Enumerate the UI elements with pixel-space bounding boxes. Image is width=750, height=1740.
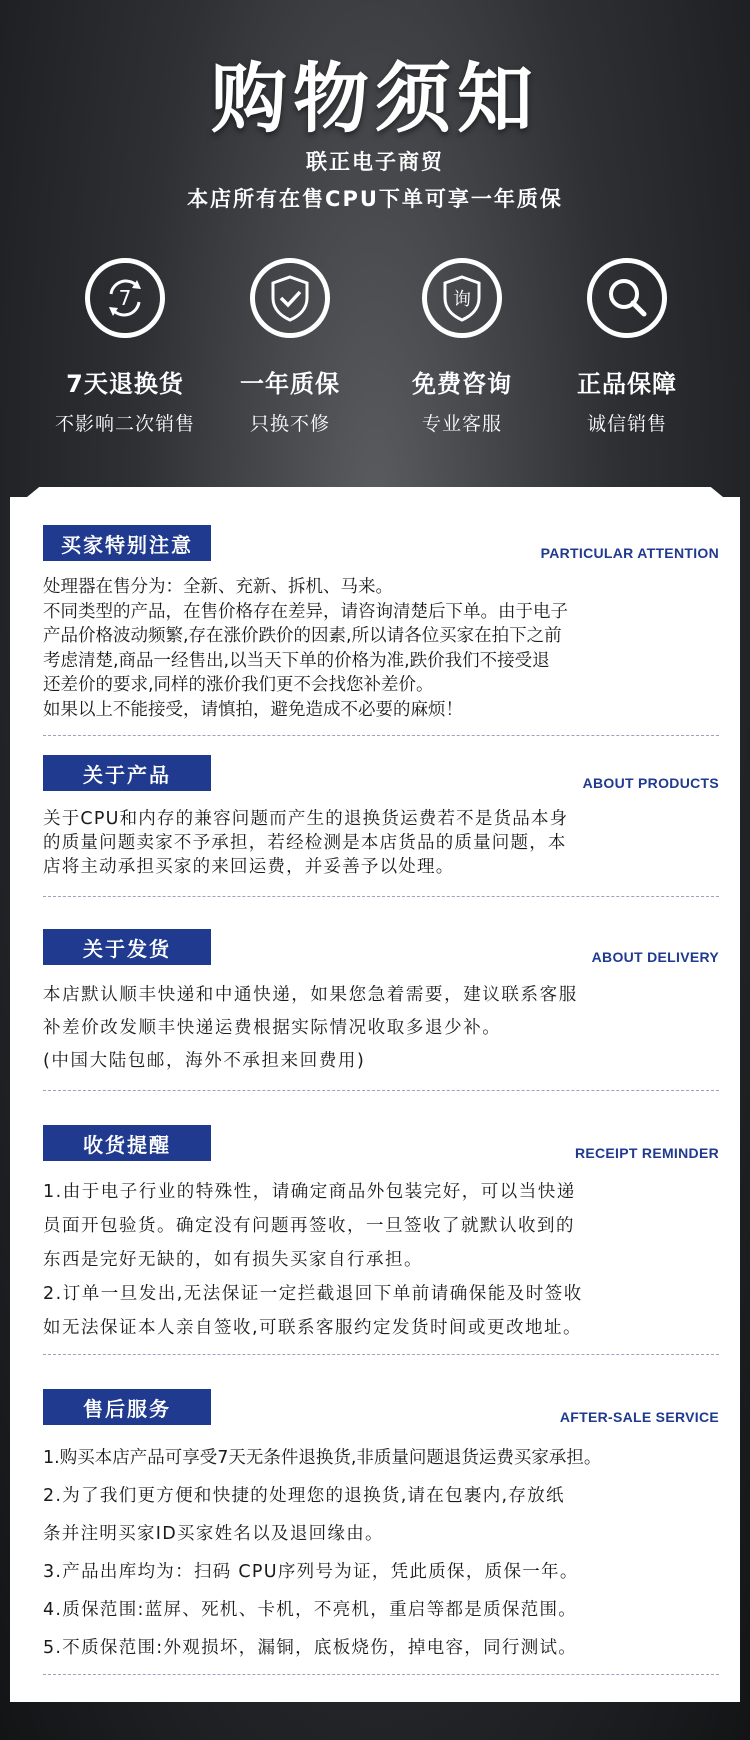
text-line: 3.产品出库均为：扫码 CPU序列号为证，凭此质保，质保一年。 — [43, 1562, 579, 1582]
text-line: 还差价的要求,同样的涨价我们更不会找您补差价。 — [43, 675, 434, 695]
feature-genuine — [542, 258, 712, 436]
seven-day-return-icon — [85, 258, 165, 338]
section-english-title: ABOUT PRODUCTS — [582, 775, 719, 791]
hero-banner — [0, 0, 750, 490]
text-line: 本店默认顺丰快递和中通快递，如果您急着需要，建议联系客服 — [43, 985, 578, 1005]
warranty-slogan: 本店所有在售CPU下单可享一年质保 — [187, 187, 563, 211]
text-line: 员面开包验货。确定没有问题再签收，一旦签收了就默认收到的 — [43, 1216, 575, 1236]
feature-return — [40, 258, 210, 436]
svg-text:7: 7 — [118, 286, 132, 310]
section-english-title: ABOUT DELIVERY — [591, 949, 719, 965]
svg-text:询: 询 — [453, 289, 471, 310]
section-receipt-reminder — [43, 1125, 719, 1365]
text-line: 1.由于电子行业的特殊性，请确定商品外包装完好，可以当快递 — [43, 1182, 576, 1202]
text-line: 条并注明买家ID买家姓名以及退回缘由。 — [43, 1524, 384, 1544]
feature-title: 7天退换货 — [66, 370, 184, 398]
text-line: 东西是完好无缺的，如有损失买家自行承担。 — [43, 1250, 423, 1270]
feature-desc: 诚信销售 — [586, 413, 667, 435]
divider — [43, 735, 719, 736]
text-line: 如无法保证本人亲自签收,可联系客服约定发货时间或更改地址。 — [43, 1318, 583, 1338]
page-title: 购物须知 — [211, 54, 539, 143]
text-line: (中国大陆包邮，海外不承担来回费用) — [43, 1051, 366, 1071]
search-icon — [587, 258, 667, 338]
text-line: 2.为了我们更方便和快捷的处理您的退换货,请在包裹内,存放纸 — [43, 1486, 565, 1506]
section-about-delivery — [43, 929, 719, 1099]
section-particular-attention — [43, 525, 719, 737]
divider — [43, 1090, 719, 1091]
notice-panel — [10, 497, 740, 1702]
text-line: 如果以上不能接受，请慎拍，避免造成不必要的麻烦！ — [43, 699, 463, 720]
section-english-title: RECEIPT REMINDER — [574, 1145, 719, 1161]
section-title: 关于产品 — [43, 755, 211, 791]
section-about-products — [43, 755, 719, 915]
text-line: 5.不质保范围:外观损坏，漏铜，底板烧伤，掉电容，同行测试。 — [43, 1638, 578, 1658]
text-line: 处理器在售分为：全新、充新、拆机、马来。 — [43, 577, 393, 597]
divider — [43, 1674, 719, 1675]
text-line: 2.订单一旦发出,无法保证一定拦截退回下单前请确保能及时签收 — [43, 1284, 583, 1304]
text-line: 补差价改发顺丰快递运费根据实际情况收取多退少补。 — [43, 1018, 502, 1038]
section-title: 收货提醒 — [43, 1125, 211, 1161]
section-title: 售后服务 — [43, 1389, 211, 1425]
section-title: 关于发货 — [43, 929, 211, 965]
feature-desc: 专业客服 — [421, 413, 502, 435]
text-line: 店将主动承担买家的来回运费，并妥善予以处理。 — [43, 857, 455, 877]
text-line: 考虑清楚,商品一经售出,以当天下单的价格为准,跌价我们不接受退 — [43, 650, 550, 671]
divider — [43, 1354, 719, 1355]
store-name: 联正电子商贸 — [306, 150, 444, 174]
text-line: 不同类型的产品，在售价格存在差异，请咨询清楚后下单。由于电子 — [43, 601, 568, 622]
feature-desc: 不影响二次销售 — [54, 413, 195, 435]
feature-title: 一年质保 — [240, 370, 340, 398]
text-line: 产品价格波动频繁,存在涨价跌价的因素,所以请各位买家在拍下之前 — [43, 626, 562, 646]
feature-title: 免费咨询 — [412, 370, 512, 398]
text-line: 1.购买本店产品可享受7天无条件退换货,非质量问题退货运费买家承担。 — [43, 1448, 602, 1468]
divider — [43, 896, 719, 897]
text-line: 关于CPU和内存的兼容问题而产生的退换货运费若不是货品本身 — [43, 809, 569, 829]
section-body — [43, 807, 719, 879]
feature-desc: 只换不修 — [249, 413, 330, 435]
section-body — [43, 575, 719, 722]
feature-warranty — [205, 258, 375, 436]
text-line: 4.质保范围:蓝屏、死机、卡机，不亮机，重启等都是质保范围。 — [43, 1600, 578, 1620]
text-line: 的质量问题卖家不予承担，若经检测是本店货品的质量问题，本 — [43, 833, 567, 853]
section-body — [43, 1439, 719, 1667]
consult-shield-icon — [422, 258, 502, 338]
feature-title: 正品保障 — [577, 370, 677, 398]
section-title: 买家特别注意 — [43, 525, 211, 561]
section-after-sale — [43, 1389, 719, 1679]
section-english-title: AFTER-SALE SERVICE — [559, 1409, 719, 1425]
section-body — [43, 979, 719, 1078]
shield-check-icon — [250, 258, 330, 338]
section-english-title: PARTICULAR ATTENTION — [540, 545, 719, 561]
section-body — [43, 1175, 719, 1345]
feature-consult — [377, 258, 547, 436]
